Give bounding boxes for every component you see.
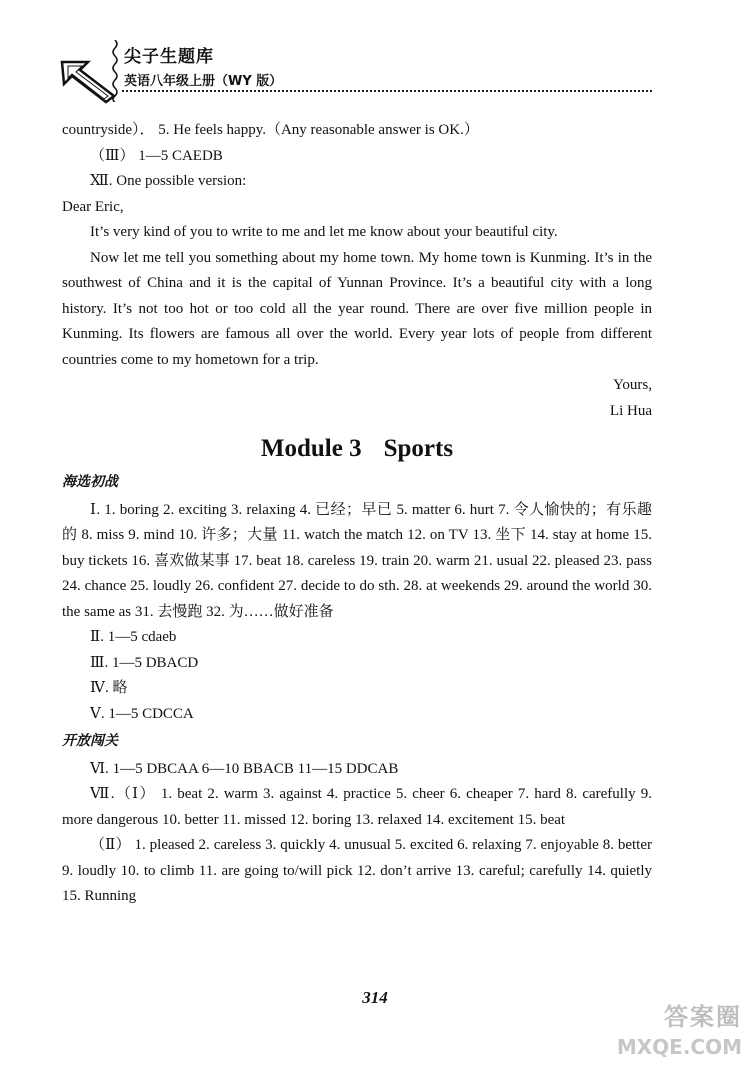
answer-line: Ⅻ. One possible version:	[90, 173, 247, 189]
watermark-logo: 答案圈	[664, 1003, 742, 1031]
letter-signature: Li Hua	[609, 402, 652, 419]
answer-line: Ⅰ. 1. boring 2. exciting 3. relaxing 4. 已经；早已 5. matter 6. hurt 7. 令人愉快的；有乐趣的 8. miss 9. mind 10. 许多；大量 11. watch the match 12. on TV 13. 坐下 14. stay at home 15. buy tickets 16. 喜欢做某事 17. beat 18. careless 19. train 20. warm 21. usual 22. pleased 23. pass 24. chance 25. loudly 26. confident 27. decide to do sth. 28. at weekends 29. around the world 30. the same as 31. 去慢跑 32. 为……做好准备	[62, 501, 652, 620]
answer-line: Ⅱ. 1—5 cdaeb	[90, 629, 177, 645]
watermark-site: MXQE.COM	[616, 1035, 742, 1059]
answer-line: （Ⅱ） 1. pleased 2. careless 3. quickly 4. unusual 5. excited 6. relaxing 7. enjoyable 8. better 9. loudly 10. to climb 11. are going to/will pick 12. don’t arrive 13. careful; carefully 14. quietly 15. Running	[62, 837, 652, 904]
wave-divider-icon	[110, 40, 120, 102]
watermark	[594, 997, 742, 1059]
letter-closing: Yours,	[613, 377, 652, 393]
answer-line: Ⅴ. 1—5 CDCCA	[90, 705, 194, 722]
section-title: 开放闯关	[62, 733, 118, 749]
page-header	[58, 36, 658, 106]
answer-line: Ⅳ. 略	[90, 680, 128, 696]
section-title: 海选初战	[62, 474, 118, 490]
header-dotted-rule	[122, 90, 652, 92]
page-content	[62, 118, 652, 910]
letter-paragraph: It’s very kind of you to write to me and let me know about your beautiful city.	[90, 224, 558, 240]
book-title: 尖子生题库	[124, 47, 214, 67]
book-subtitle: 英语八年级上册（WY 版）	[124, 74, 283, 89]
answer-line: （Ⅲ） 1—5 CAEDB	[90, 147, 223, 164]
answer-line: Ⅵ. 1—5 DBCAA 6—10 BBACB 11—15 DDCAB	[90, 760, 399, 777]
letter-paragraph: Now let me tell you something about my home town. My home town is Kunming. It’s in the southwest of China and it is the capital of Yunnan Province. It’s a beautiful city with a long history. It’s not too hot or too cold all the year round. There are over five million people in Kunming. Its flowers are famous all over the world. Every year lots of people from different countries come to my hometown for a trip.	[62, 249, 652, 368]
module-number: Module 3	[260, 435, 362, 462]
module-name: Sports	[383, 435, 454, 462]
answer-line: countryside）． 5. He feels happy.（Any reasonable answer is OK.）	[62, 122, 479, 138]
answer-line: Ⅶ.（Ⅰ） 1. beat 2. warm 3. against 4. practice 5. cheer 6. cheaper 7. hard 8. carefully 9. more dangerous 10. better 11. missed 12. boring 13. relaxed 14. excitement 15. beat	[62, 786, 652, 828]
module-heading	[62, 434, 652, 464]
answer-line: Ⅲ. 1—5 DBACD	[90, 654, 199, 671]
letter-salutation: Dear Eric,	[62, 198, 124, 215]
page-number: 314	[362, 988, 388, 1007]
